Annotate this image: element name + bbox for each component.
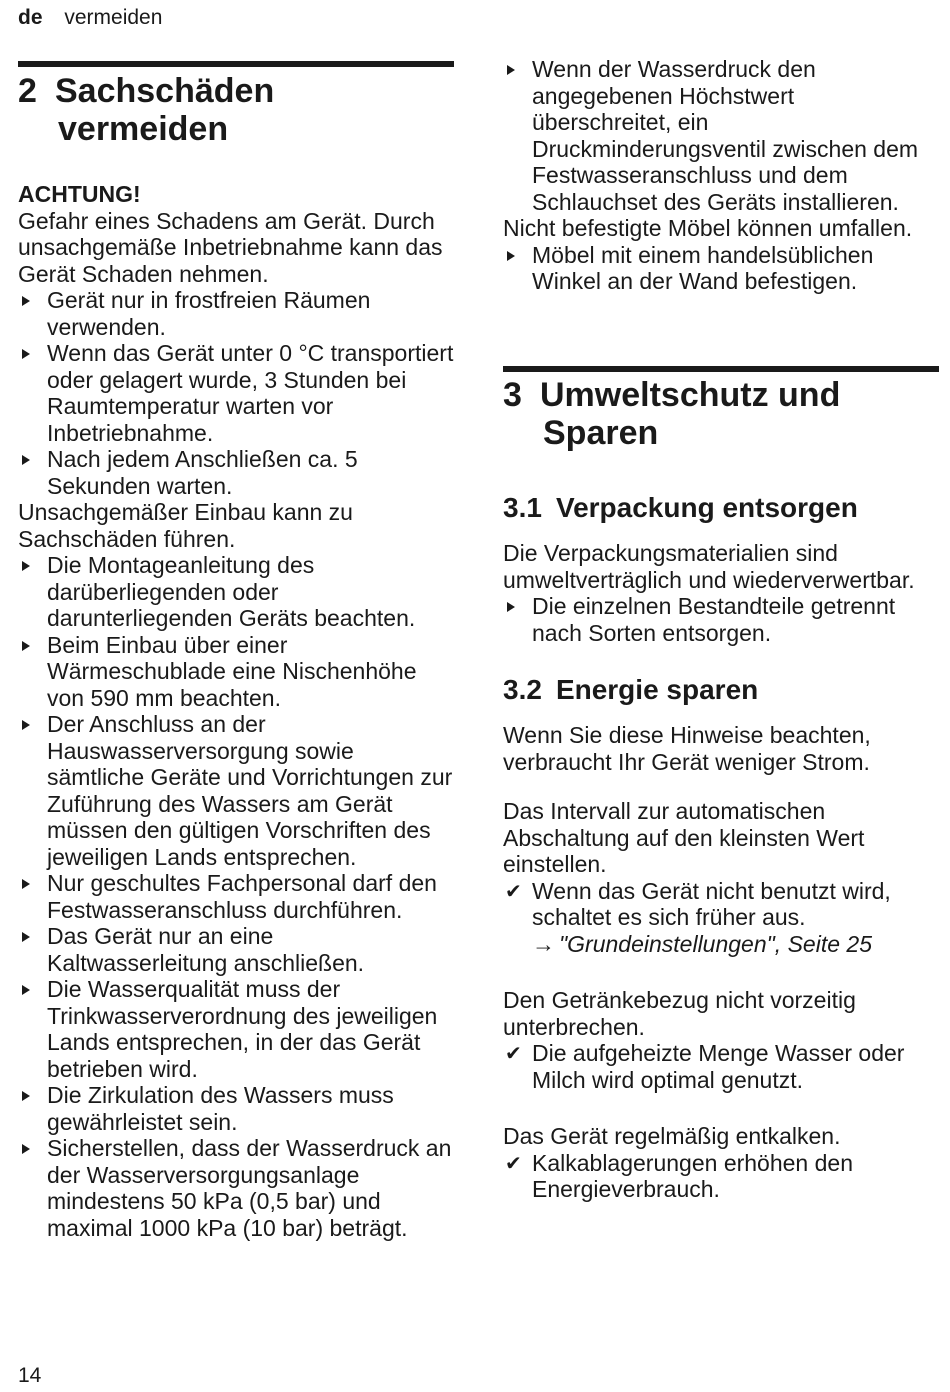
arrow-bullet-icon: [22, 349, 30, 359]
packaging-block: [503, 540, 939, 646]
list-item: Wenn der Wasserdruck den angegebenen Höchstwert überschreitet, ein Druckminderungsventil zwischen dem Festwasseranschluss und dem Schlauchset des Geräts installieren.: [503, 56, 939, 215]
tip-result-list: [503, 1150, 939, 1203]
list-item: Die Zirkulation des Wassers muss gewährleistet sein.: [18, 1082, 454, 1135]
arrow-bullet-icon: [22, 296, 30, 306]
cross-reference[interactable]: [532, 931, 939, 958]
list-item: Beim Einbau über einer Wärmeschublade eine Nischenhöhe von 590 mm beachten.: [18, 632, 454, 712]
install-continued-block: [503, 56, 939, 295]
header-section: vermeiden: [64, 6, 163, 29]
install-list-continued: [503, 56, 939, 215]
arrow-right-icon: →: [532, 930, 555, 957]
list-item: Der Anschluss an der Hauswasserversorgung sowie sämtliche Geräte und Vorrichtungen zur Zuführung des Wassers am Gerät müssen den gültigen Vorschriften des jeweiligen Lands entsprechen.: [18, 711, 454, 870]
energy-intro: Wenn Sie diese Hinweise beachten, verbraucht Ihr Gerät weniger Strom.: [503, 722, 871, 775]
list-item: ✔ Kalkablagerungen erhöhen den Energieverbrauch.: [505, 1149, 853, 1202]
arrow-bullet-icon: [22, 561, 30, 571]
tip-text: Das Intervall zur automatischen Abschaltung auf den kleinsten Wert einstellen.: [503, 798, 865, 877]
section-3-heading: [503, 376, 939, 452]
energy-tip-3: [503, 1123, 939, 1203]
list-item: Gerät nur in frostfreien Räumen verwenden.: [18, 287, 454, 340]
tip-text: Das Gerät regelmäßig entkalken.: [503, 1123, 841, 1149]
energy-tip-1: [503, 798, 939, 957]
arrow-bullet-icon: [22, 932, 30, 942]
section-3-title-line1: Umweltschutz und: [540, 376, 841, 414]
list-item: Nur geschultes Fachpersonal darf den Festwasseranschluss durchführen.: [18, 870, 454, 923]
tip-text: Den Getränkebezug nicht vorzeitig unterbrechen.: [503, 987, 856, 1040]
warning-text: Gefahr eines Schadens am Gerät. Durch unsachgemäße Inbetriebnahme kann das Gerät Schaden nehmen.: [18, 207, 443, 287]
arrow-bullet-icon: [507, 65, 515, 75]
warning-list: [18, 287, 454, 499]
arrow-bullet-icon: [22, 720, 30, 730]
subsection-3-2-title: Energie sparen: [555, 674, 759, 705]
page-header: [18, 6, 162, 30]
list-item: Die einzelnen Bestandteile getrennt nach Sorten entsorgen.: [503, 593, 939, 646]
list-item: ✔ Die aufgeheizte Menge Wasser oder Milch wird optimal genutzt.: [505, 1040, 905, 1093]
list-item: Möbel mit einem handelsüblichen Winkel an der Wand befestigen.: [503, 242, 939, 295]
page-number: 14: [18, 1364, 42, 1387]
subsection-3-1-title: Verpackung entsorgen: [555, 492, 858, 523]
arrow-bullet-icon: [22, 879, 30, 889]
furniture-text: Nicht befestigte Möbel können umfallen.: [503, 215, 913, 241]
warning-block: [18, 181, 454, 1241]
section-3-title-line2: Sparen: [543, 414, 659, 452]
section-2-rule: [18, 61, 454, 67]
arrow-bullet-icon: [507, 602, 515, 612]
arrow-bullet-icon: [22, 641, 30, 651]
list-item: Wenn das Gerät unter 0 °C transportiert oder gelagert wurde, 3 Stunden bei Raumtemperatur warten vor Inbetriebnahme.: [18, 340, 454, 446]
section-2-heading: [18, 72, 454, 148]
arrow-bullet-icon: [22, 455, 30, 465]
subsection-3-2-number: 3.2: [503, 674, 542, 705]
install-text: Unsachgemäßer Einbau kann zu Sachschäden führen.: [18, 499, 353, 552]
cross-reference-text: "Grundeinstellungen", Seite 25: [559, 930, 872, 957]
subsection-3-1-number: 3.1: [503, 492, 542, 523]
install-list: [18, 552, 454, 1241]
list-item: Das Gerät nur an eine Kaltwasserleitung anschließen.: [18, 923, 454, 976]
arrow-bullet-icon: [507, 251, 515, 261]
warning-label: ACHTUNG!: [18, 181, 141, 207]
checkmark-icon: ✔: [505, 1152, 522, 1175]
subsection-3-2-heading: [503, 674, 939, 706]
section-3-rule: [503, 366, 939, 372]
subsection-3-1-heading: [503, 492, 939, 524]
arrow-bullet-icon: [22, 985, 30, 995]
packaging-text: Die Verpackungsmaterialien sind umweltverträglich und wiederverwertbar.: [503, 540, 915, 593]
list-item: Die Montageanleitung des darüberliegenden oder darunterliegenden Geräts beachten.: [18, 552, 454, 632]
list-item: Sicherstellen, dass der Wasserdruck an der Wasserversorgungsanlage mindestens 50 kPa (0,5 bar) und maximal 1000 kPa (10 bar) beträgt.: [18, 1135, 454, 1241]
arrow-bullet-icon: [22, 1091, 30, 1101]
list-item: Die Wasserqualität muss der Trinkwasserverordnung des jeweiligen Lands entsprechen, in der das Gerät betrieben wird.: [18, 976, 454, 1082]
furniture-list: [503, 242, 939, 295]
section-3-number: 3: [503, 376, 522, 414]
energy-tip-2: [503, 987, 939, 1093]
list-item: Nach jedem Anschließen ca. 5 Sekunden warten.: [18, 446, 454, 499]
section-2-title-line2: vermeiden: [58, 110, 229, 148]
tip-result-list: [503, 878, 939, 958]
arrow-bullet-icon: [22, 1144, 30, 1154]
list-item: ✔ Wenn das Gerät nicht benutzt wird, schaltet es sich früher aus. → "Grundeinstellungen", Seite 25: [503, 878, 939, 958]
tip-result-list: [503, 1040, 939, 1093]
packaging-list: [503, 593, 939, 646]
section-2-number: 2: [18, 72, 37, 110]
checkmark-icon: ✔: [505, 880, 522, 903]
checkmark-icon: ✔: [505, 1043, 522, 1065]
section-2-title-line1: Sachschäden: [55, 72, 275, 110]
language-code: de: [18, 6, 43, 29]
